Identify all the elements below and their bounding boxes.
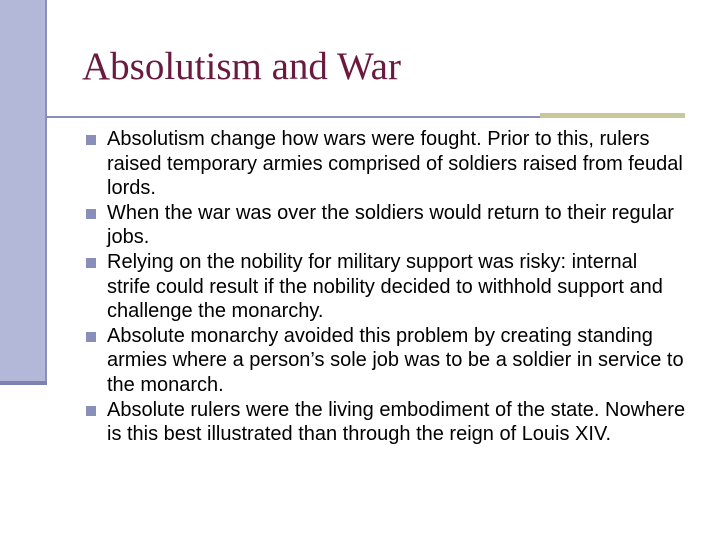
square-bullet-icon xyxy=(86,209,96,219)
bullet-item xyxy=(86,250,686,324)
bullet-list xyxy=(86,127,686,447)
bullet-text: When the war was over the soldiers would return to their regular jobs. xyxy=(107,201,674,249)
bullet-text: Absolutism change how wars were fought. Prior to this, rulers raised temporary armies comprised of soldiers raised from feudal lords. xyxy=(107,128,683,200)
square-bullet-icon xyxy=(86,332,96,342)
side-accent-bar-edge xyxy=(0,381,47,385)
bullet-item xyxy=(86,398,686,447)
title-divider-accent xyxy=(540,113,685,118)
square-bullet-icon xyxy=(86,258,96,268)
bullet-text: Absolute rulers were the living embodiment of the state. Nowhere is this best illustrated than through the reign of Louis XIV. xyxy=(107,398,686,446)
square-bullet-icon xyxy=(86,406,96,416)
bullet-text: Relying on the nobility for military support was risky: internal strife could result if the nobility decided to withhold support and challenge the monarchy. xyxy=(107,250,663,323)
side-accent-bar xyxy=(0,0,47,385)
bullet-item xyxy=(86,201,686,250)
bullet-text: Absolute monarchy avoided this problem by creating standing armies where a person’s sole job was to be a soldier in service to the monarch. xyxy=(107,324,684,396)
slide-title: Absolutism and War xyxy=(82,45,401,88)
bullet-item xyxy=(86,127,686,201)
square-bullet-icon xyxy=(86,135,96,145)
bullet-item xyxy=(86,324,686,398)
title-divider-line xyxy=(47,116,540,118)
